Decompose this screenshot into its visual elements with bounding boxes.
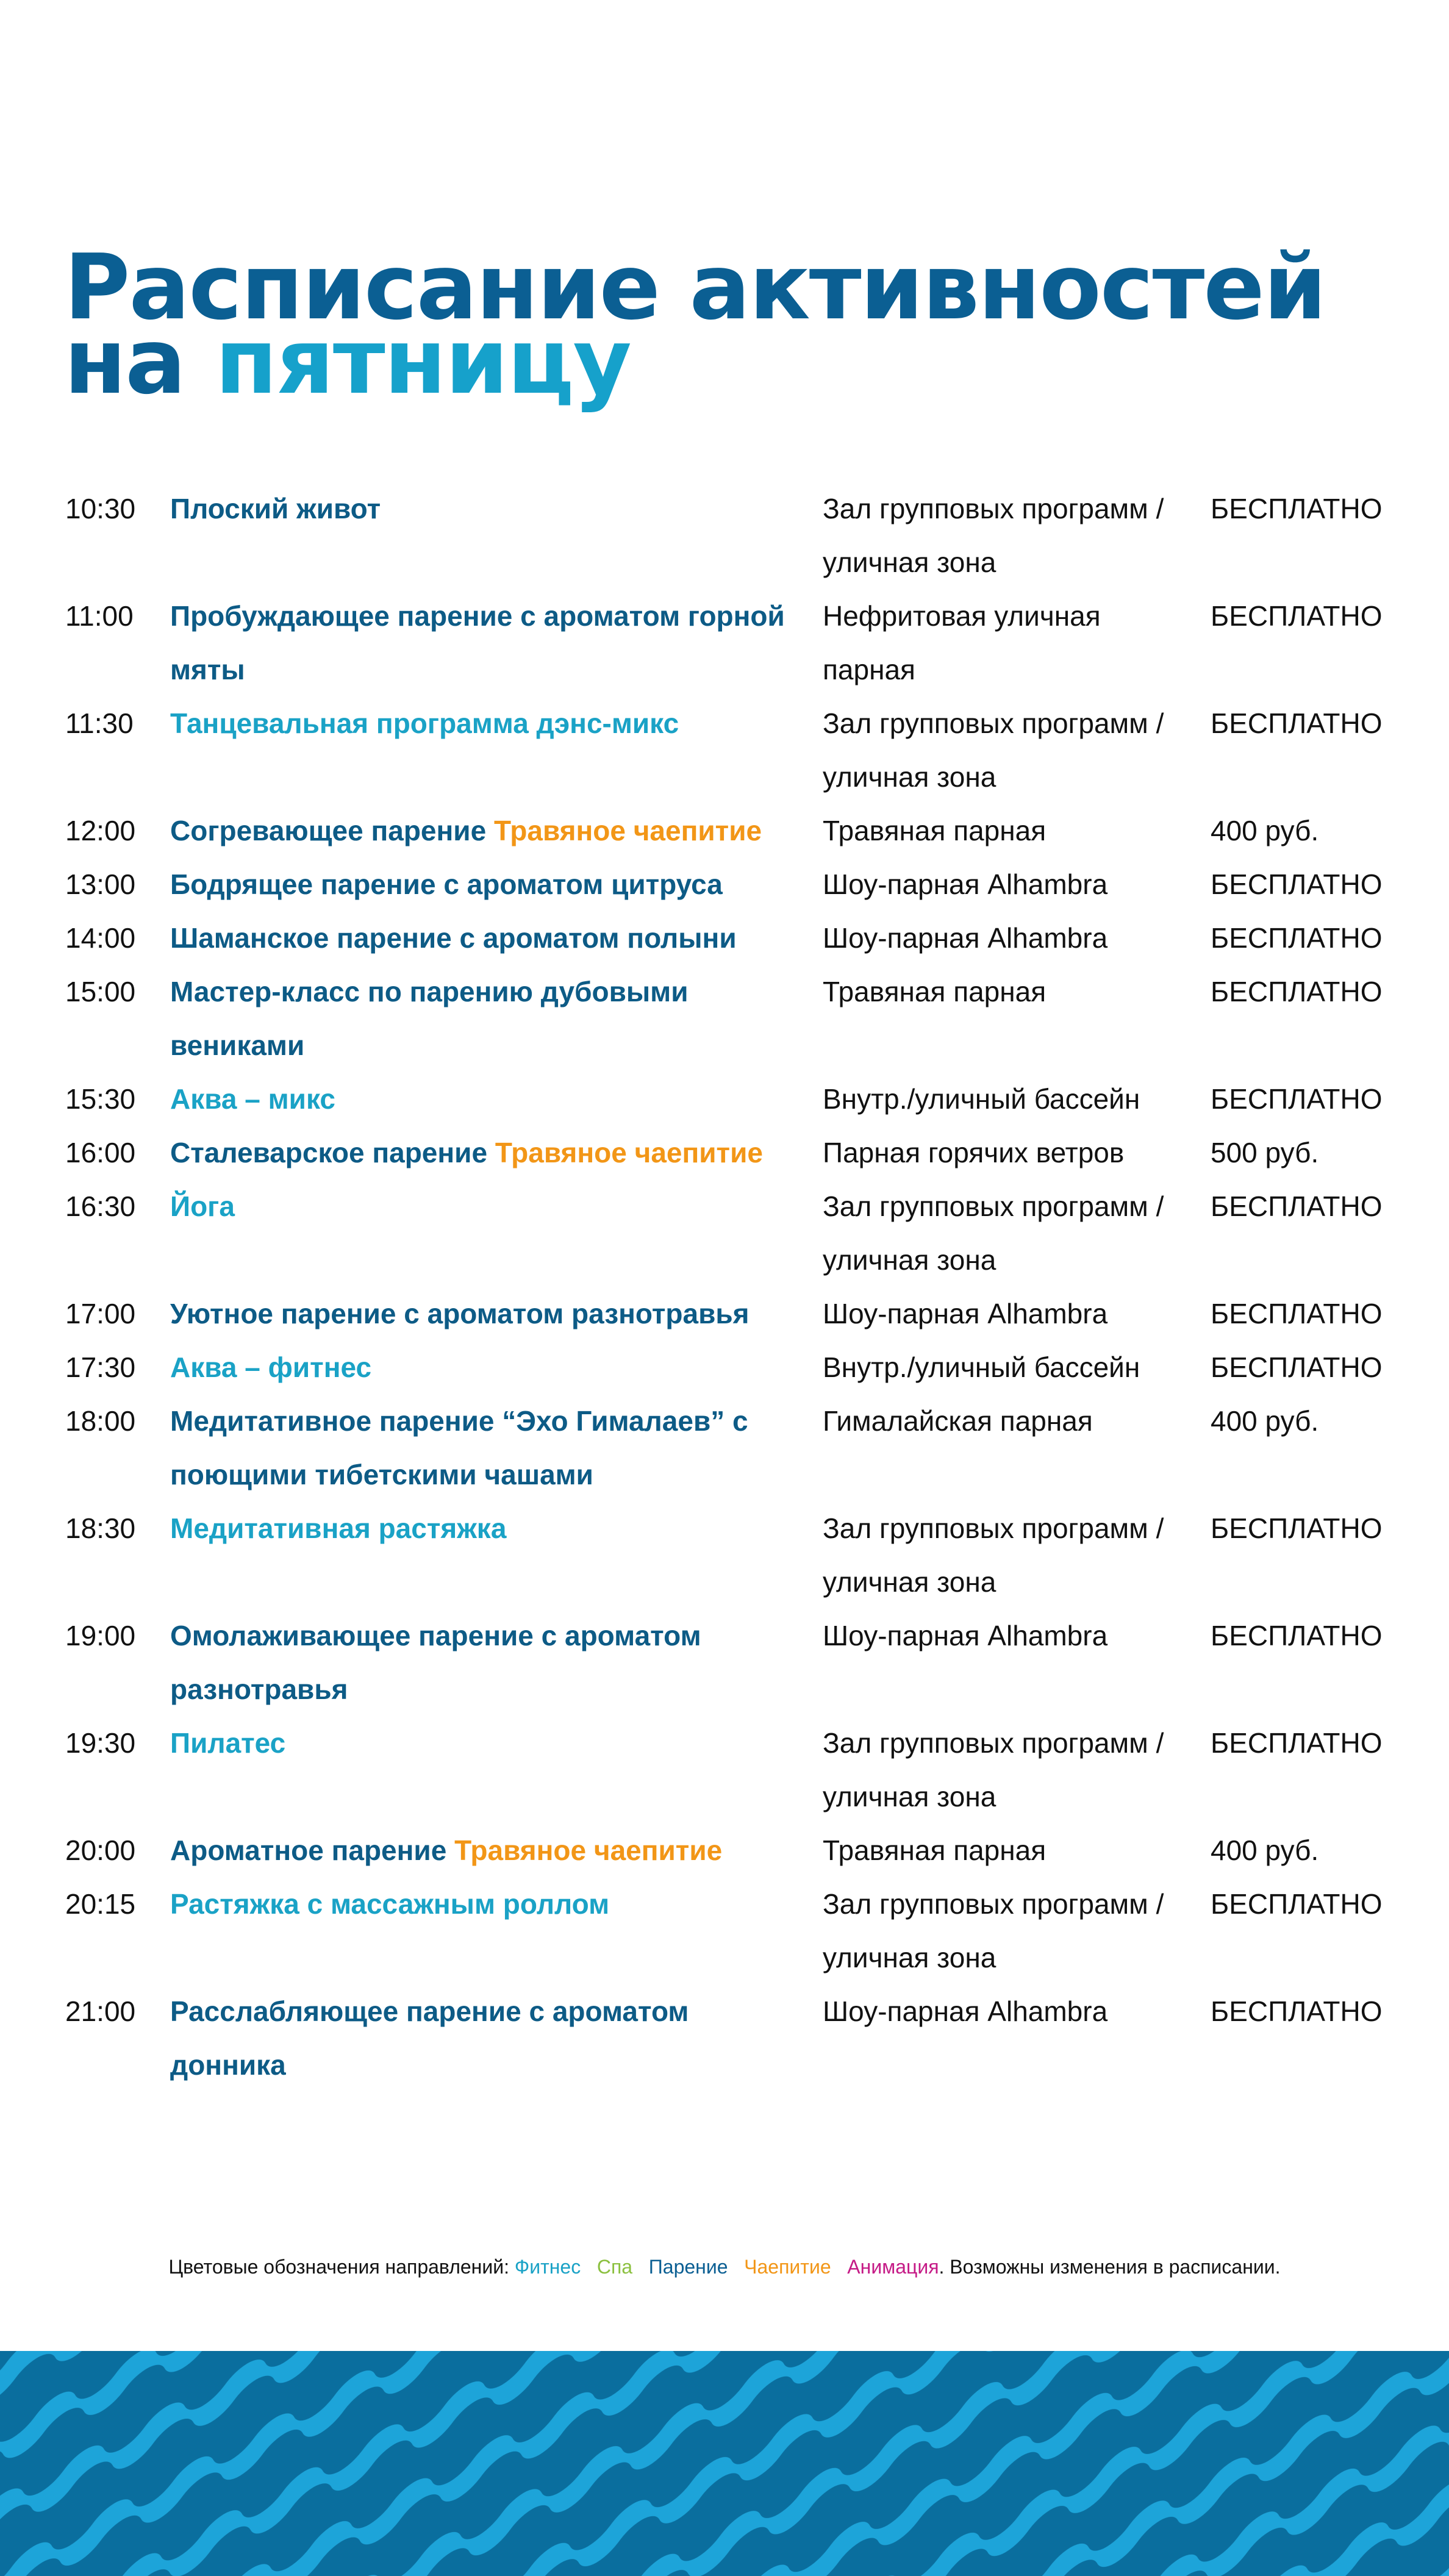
row-price: БЕСПЛАТНО	[1211, 1351, 1383, 1383]
schedule-row	[0, 965, 1449, 1072]
row-time: 17:00	[65, 1298, 136, 1329]
row-time: 16:30	[65, 1190, 136, 1222]
schedule-row	[0, 1501, 1449, 1609]
schedule-row	[0, 589, 1449, 696]
row-activity	[170, 1716, 798, 1770]
row-location: Травяная парная	[823, 976, 1046, 1007]
schedule-row	[0, 1179, 1449, 1287]
row-location: Гималайская парная	[823, 1405, 1093, 1437]
activity-name: Бодрящее парение с ароматом цитруса	[170, 868, 723, 900]
row-activity	[170, 482, 798, 535]
row-price: БЕСПЛАТНО	[1211, 707, 1383, 739]
row-activity	[170, 1072, 798, 1126]
title-line-2-prefix: на	[64, 309, 185, 414]
row-location: Зал групповых программ / уличная зона	[823, 707, 1164, 793]
row-price: БЕСПЛАТНО	[1211, 493, 1383, 524]
activity-name: Уютное парение с ароматом разнотравья	[170, 1298, 750, 1329]
row-time: 20:15	[65, 1888, 136, 1920]
row-location: Зал групповых программ / уличная зона	[823, 493, 1164, 578]
page-title	[64, 235, 1406, 414]
row-activity	[170, 911, 798, 965]
row-price: БЕСПЛАТНО	[1211, 1888, 1383, 1920]
legend-prefix: Цветовые обозначения направлений:	[168, 2256, 509, 2278]
row-activity	[170, 1287, 798, 1340]
row-price: БЕСПЛАТНО	[1211, 1995, 1383, 2027]
row-price: БЕСПЛАТНО	[1211, 1298, 1383, 1329]
row-location: Шоу-парная Alhambra	[823, 1298, 1108, 1329]
activity-name: Мастер-класс по парению дубовыми вениками	[170, 976, 689, 1061]
row-price: 400 руб.	[1211, 815, 1319, 846]
activity-name: Медитативное парение “Эхо Гималаев” с поющими тибетскими чашами	[170, 1405, 748, 1490]
schedule-row	[0, 1877, 1449, 1984]
activity-tea-tag: Травяное чаепитие	[493, 815, 762, 846]
row-activity	[170, 804, 798, 857]
row-location: Шоу-парная Alhambra	[823, 922, 1108, 954]
activity-name: Пилатес	[170, 1727, 286, 1759]
schedule-row	[0, 1609, 1449, 1716]
row-location: Нефритовая уличная парная	[823, 600, 1101, 685]
row-location: Шоу-парная Alhambra	[823, 1995, 1108, 2027]
row-activity	[170, 1984, 798, 2092]
legend-suffix: . Возможны изменения в расписании.	[939, 2256, 1281, 2278]
legend-tea: Чаепитие	[744, 2256, 831, 2278]
row-activity	[170, 1126, 798, 1179]
activity-tea-tag: Травяное чаепитие	[495, 1137, 763, 1168]
wave-pattern	[0, 2351, 1449, 2576]
row-activity	[170, 1609, 798, 1716]
row-activity	[170, 1877, 798, 1931]
schedule-row	[0, 1287, 1449, 1340]
row-activity	[170, 857, 798, 911]
row-time: 11:30	[65, 707, 134, 739]
row-price: БЕСПЛАТНО	[1211, 922, 1383, 954]
row-price: БЕСПЛАТНО	[1211, 600, 1383, 632]
row-price: БЕСПЛАТНО	[1211, 976, 1383, 1007]
row-activity	[170, 1394, 798, 1501]
legend-steaming: Парение	[648, 2256, 728, 2278]
row-activity	[170, 696, 798, 750]
row-activity	[170, 1340, 798, 1394]
activity-name: Ароматное парение	[170, 1834, 447, 1866]
color-legend	[0, 2253, 1449, 2280]
row-price: 400 руб.	[1211, 1834, 1319, 1866]
legend-fitness: Фитнес	[514, 2256, 581, 2278]
row-price: БЕСПЛАТНО	[1211, 868, 1383, 900]
row-time: 13:00	[65, 868, 136, 900]
schedule-row	[0, 1394, 1449, 1501]
activity-name: Плоский живот	[170, 493, 381, 524]
row-time: 20:00	[65, 1834, 136, 1866]
row-time: 18:00	[65, 1405, 136, 1437]
schedule-row	[0, 482, 1449, 589]
schedule-table	[0, 482, 1449, 2092]
schedule-row	[0, 911, 1449, 965]
schedule-row	[0, 696, 1449, 804]
activity-name: Расслабляющее парение с ароматом донника	[170, 1995, 689, 2081]
row-time: 21:00	[65, 1995, 136, 2027]
schedule-row	[0, 1126, 1449, 1179]
schedule-row	[0, 1823, 1449, 1877]
row-time: 10:30	[65, 493, 136, 524]
row-time: 17:30	[65, 1351, 136, 1383]
row-time: 18:30	[65, 1512, 136, 1544]
row-location: Зал групповых программ / уличная зона	[823, 1888, 1164, 1973]
row-time: 14:00	[65, 922, 136, 954]
activity-name: Медитативная растяжка	[170, 1512, 507, 1544]
row-time: 16:00	[65, 1137, 136, 1168]
row-price: БЕСПЛАТНО	[1211, 1727, 1383, 1759]
row-time: 15:00	[65, 976, 136, 1007]
row-activity	[170, 1501, 798, 1555]
row-price: БЕСПЛАТНО	[1211, 1190, 1383, 1222]
row-time: 19:30	[65, 1727, 136, 1759]
activity-name: Аква – фитнес	[170, 1351, 372, 1383]
schedule-row	[0, 1984, 1449, 2092]
activity-name: Танцевальная программа дэнс-микс	[170, 707, 679, 739]
row-location: Шоу-парная Alhambra	[823, 868, 1108, 900]
row-location: Внутр./уличный бассейн	[823, 1351, 1140, 1383]
activity-name: Сталеварское парение	[170, 1137, 488, 1168]
title-line-1: Расписание активностей	[64, 235, 1326, 340]
wave-pattern-footer	[0, 2351, 1449, 2576]
row-activity	[170, 589, 798, 696]
row-activity	[170, 1823, 798, 1877]
schedule-row	[0, 1340, 1449, 1394]
row-location: Зал групповых программ / уличная зона	[823, 1512, 1164, 1598]
row-price: БЕСПЛАТНО	[1211, 1083, 1383, 1115]
activity-name: Шаманское парение с ароматом полыни	[170, 922, 737, 954]
legend-spa: Спа	[596, 2256, 633, 2278]
row-location: Шоу-парная Alhambra	[823, 1620, 1108, 1651]
row-activity	[170, 1179, 798, 1233]
title-line-2-accent: пятницу	[215, 309, 631, 414]
row-location: Зал групповых программ / уличная зона	[823, 1190, 1164, 1276]
row-location: Зал групповых программ / уличная зона	[823, 1727, 1164, 1812]
schedule-row	[0, 1072, 1449, 1126]
row-price: БЕСПЛАТНО	[1211, 1512, 1383, 1544]
row-time: 11:00	[65, 600, 134, 632]
schedule-row	[0, 1716, 1449, 1823]
activity-name: Растяжка с массажным роллом	[170, 1888, 610, 1920]
row-location: Травяная парная	[823, 1834, 1046, 1866]
activity-name: Согревающее парение	[170, 815, 487, 846]
row-price: БЕСПЛАТНО	[1211, 1620, 1383, 1651]
row-time: 19:00	[65, 1620, 136, 1651]
row-time: 15:30	[65, 1083, 136, 1115]
row-time: 12:00	[65, 815, 136, 846]
activity-name: Пробуждающее парение с ароматом горной мяты	[170, 600, 785, 685]
row-location: Парная горячих ветров	[823, 1137, 1125, 1168]
activity-name: Омолаживающее парение с ароматом разнотравья	[170, 1620, 701, 1705]
activity-name: Аква – микс	[170, 1083, 335, 1115]
row-activity	[170, 965, 798, 1072]
row-price: 400 руб.	[1211, 1405, 1319, 1437]
activity-name: Йога	[170, 1190, 235, 1222]
activity-tea-tag: Травяное чаепитие	[454, 1834, 723, 1866]
row-location: Внутр./уличный бассейн	[823, 1083, 1140, 1115]
legend-animation: Анимация	[847, 2256, 939, 2278]
row-location: Травяная парная	[823, 815, 1046, 846]
row-price: 500 руб.	[1211, 1137, 1319, 1168]
schedule-row	[0, 804, 1449, 857]
schedule-row	[0, 857, 1449, 911]
